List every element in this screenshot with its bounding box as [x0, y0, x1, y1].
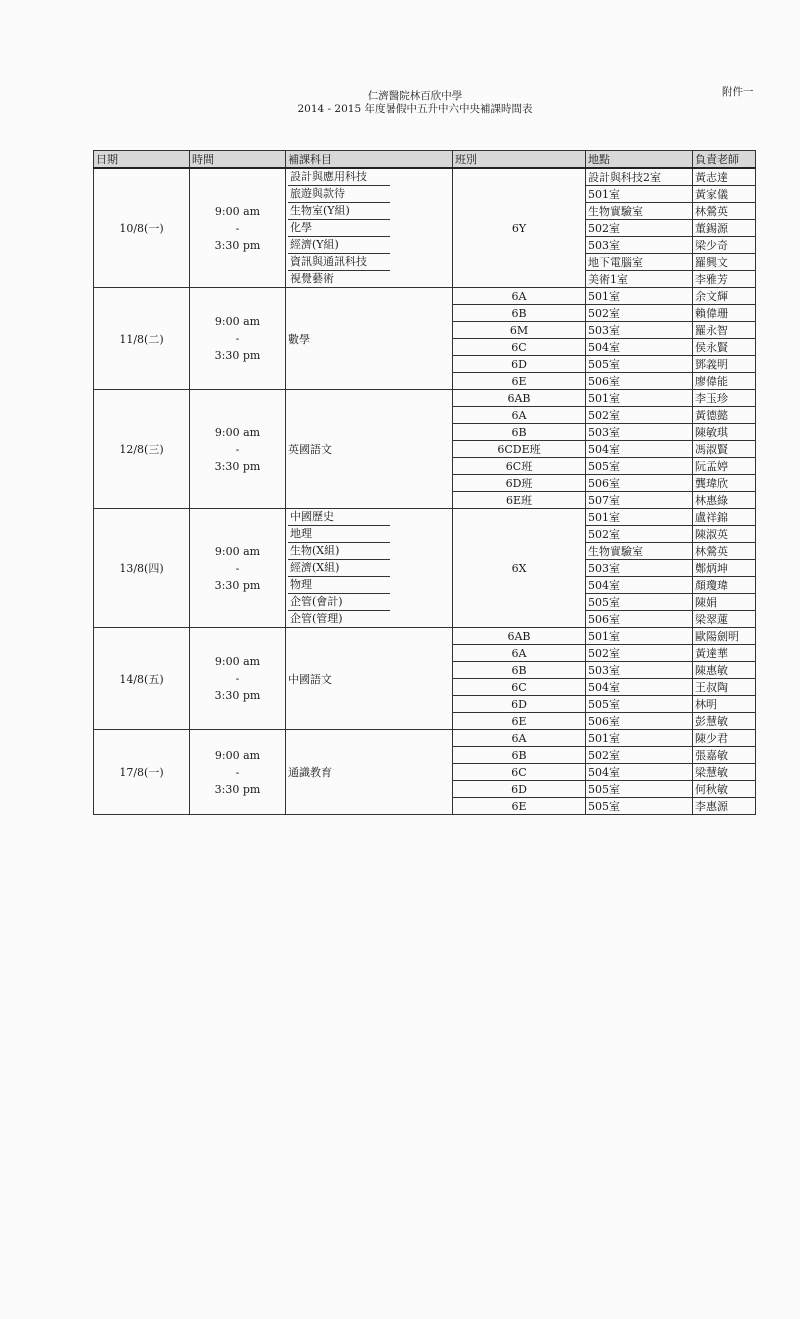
- location-cell: 503室: [586, 424, 693, 441]
- location-cell: 504室: [586, 441, 693, 458]
- location-cell: 503室: [586, 322, 693, 339]
- subject-list-cell: [286, 168, 453, 288]
- location-cell: 502室: [586, 645, 693, 662]
- teacher-cell: 顏瓊瑋: [693, 577, 756, 594]
- time-start: 9:00 am: [214, 204, 261, 218]
- subject-item: 經濟(X組): [288, 560, 390, 577]
- time-cell: [190, 730, 286, 815]
- teacher-cell: 林鶯英: [693, 203, 756, 220]
- location-cell: 501室: [586, 390, 693, 407]
- teacher-cell: 歐陽劍明: [693, 628, 756, 645]
- location-cell: 生物實驗室: [586, 203, 693, 220]
- class-cell: 6M: [453, 322, 586, 339]
- subject-item: 地理: [288, 526, 390, 543]
- class-cell: 6AB: [453, 390, 586, 407]
- location-cell: 502室: [586, 526, 693, 543]
- teacher-cell: 何秋敏: [693, 781, 756, 798]
- column-header-date: 日期: [94, 151, 190, 169]
- class-cell: 6C班: [453, 458, 586, 475]
- teacher-cell: 黃德懿: [693, 407, 756, 424]
- class-cell: 6B: [453, 662, 586, 679]
- class-cell: 6X: [453, 509, 586, 628]
- teacher-cell: 張嘉敏: [693, 747, 756, 764]
- teacher-cell: 羅興文: [693, 254, 756, 271]
- teacher-cell: 董錫源: [693, 220, 756, 237]
- teacher-cell: 林鶯英: [693, 543, 756, 560]
- subject-item: 生物室(Y組): [288, 203, 390, 220]
- time-dash: -: [235, 332, 240, 345]
- location-cell: 501室: [586, 509, 693, 526]
- teacher-cell: 鄭炳坤: [693, 560, 756, 577]
- schedule-table: [93, 150, 756, 815]
- time-end: 3:30 pm: [214, 782, 261, 796]
- table-row: [94, 628, 756, 645]
- time-cell: [190, 288, 286, 390]
- location-cell: 502室: [586, 747, 693, 764]
- location-cell: 505室: [586, 781, 693, 798]
- annex-label: 附件一: [722, 86, 754, 98]
- column-header-class: 班別: [453, 151, 586, 169]
- time-end: 3:30 pm: [214, 238, 261, 252]
- location-cell: 506室: [586, 713, 693, 730]
- class-cell: 6B: [453, 305, 586, 322]
- school-name: 仁濟醫院林百欣中學: [367, 90, 463, 102]
- teacher-cell: 彭慧敏: [693, 713, 756, 730]
- subject-cell: 通識教育: [286, 730, 453, 815]
- teacher-cell: 林明: [693, 696, 756, 713]
- location-cell: 502室: [586, 407, 693, 424]
- location-cell: 506室: [586, 611, 693, 628]
- teacher-cell: 黃志達: [693, 168, 756, 186]
- time-end: 3:30 pm: [214, 459, 261, 473]
- teacher-cell: 梁翠蓮: [693, 611, 756, 628]
- location-cell: 506室: [586, 475, 693, 492]
- subject-list-cell: [286, 509, 453, 628]
- subject-item: 企管(會計): [288, 594, 390, 611]
- class-cell: 6E: [453, 713, 586, 730]
- teacher-cell: 梁慧敏: [693, 764, 756, 781]
- location-cell: 503室: [586, 237, 693, 254]
- teacher-cell: 黃家儀: [693, 186, 756, 203]
- time-cell: [190, 628, 286, 730]
- subject-item: 設計與應用科技: [288, 169, 390, 186]
- class-cell: 6B: [453, 424, 586, 441]
- teacher-cell: 賴偉珊: [693, 305, 756, 322]
- document-title: 2014 - 2015 年度暑假中五升中六中央補課時間表: [297, 103, 533, 115]
- class-cell: 6D班: [453, 475, 586, 492]
- location-cell: 505室: [586, 798, 693, 815]
- class-cell: 6D: [453, 696, 586, 713]
- class-cell: 6A: [453, 407, 586, 424]
- time-dash: -: [235, 765, 240, 779]
- column-header-teacher: 負責老師: [693, 151, 756, 169]
- class-cell: 6CDE班: [453, 441, 586, 458]
- class-cell: 6C: [453, 339, 586, 356]
- location-cell: 503室: [586, 662, 693, 679]
- teacher-cell: 廖偉能: [693, 373, 756, 390]
- location-cell: 505室: [586, 696, 693, 713]
- class-cell: 6D: [453, 781, 586, 798]
- subject-item: 企管(管理): [290, 612, 343, 625]
- class-cell: 6A: [453, 645, 586, 662]
- location-cell: 506室: [586, 373, 693, 390]
- table-row: [94, 730, 756, 747]
- location-cell: 501室: [586, 628, 693, 645]
- teacher-cell: 林惠綠: [693, 492, 756, 509]
- subject-cell: 中國語文: [286, 628, 453, 730]
- teacher-cell: 龔瑋欣: [693, 475, 756, 492]
- location-cell: 504室: [586, 339, 693, 356]
- class-cell: 6E班: [453, 492, 586, 509]
- location-cell: 生物實驗室: [586, 543, 693, 560]
- class-cell: 6A: [453, 288, 586, 305]
- location-cell: 505室: [586, 594, 693, 611]
- location-cell: 504室: [586, 577, 693, 594]
- date-cell: 13/8(四): [94, 509, 190, 628]
- subject-item: 中國歷史: [288, 509, 390, 526]
- class-cell: 6D: [453, 356, 586, 373]
- class-cell: 6C: [453, 679, 586, 696]
- class-cell: 6C: [453, 764, 586, 781]
- class-cell: 6B: [453, 747, 586, 764]
- subject-item: 物理: [288, 577, 390, 594]
- time-cell: [190, 168, 286, 288]
- location-cell: 設計與科技2室: [586, 168, 693, 186]
- date-cell: 12/8(三): [94, 390, 190, 509]
- column-header-location: 地點: [586, 151, 693, 169]
- schedule-body: [94, 168, 756, 815]
- time-dash: -: [235, 561, 240, 575]
- class-cell: 6E: [453, 373, 586, 390]
- subject-item: 化學: [288, 220, 390, 237]
- class-cell: 6Y: [453, 168, 586, 288]
- subject-item: 旅遊與款待: [288, 186, 390, 203]
- teacher-cell: 李惠源: [693, 798, 756, 815]
- time-start: 9:00 am: [214, 315, 261, 328]
- teacher-cell: 陳娟: [693, 594, 756, 611]
- teacher-cell: 李玉珍: [693, 390, 756, 407]
- location-cell: 505室: [586, 458, 693, 475]
- date-cell: 11/8(二): [94, 288, 190, 390]
- teacher-cell: 陳少君: [693, 730, 756, 747]
- table-row: [94, 288, 756, 305]
- time-cell: [190, 390, 286, 509]
- teacher-cell: 陳敏琪: [693, 424, 756, 441]
- subject-cell: 英國語文: [286, 390, 453, 509]
- teacher-cell: 馮淑賢: [693, 441, 756, 458]
- time-start: 9:00 am: [214, 655, 261, 668]
- class-cell: 6A: [453, 730, 586, 747]
- time-start: 9:00 am: [214, 425, 261, 439]
- time-end: 3:30 pm: [214, 349, 261, 362]
- location-cell: 504室: [586, 679, 693, 696]
- location-cell: 501室: [586, 730, 693, 747]
- subject-item: 經濟(Y組): [288, 237, 390, 254]
- subject-item: 資訊與通訊科技: [288, 254, 390, 271]
- time-cell: [190, 509, 286, 628]
- location-cell: 502室: [586, 220, 693, 237]
- teacher-cell: 盧祥錦: [693, 509, 756, 526]
- table-row: [94, 390, 756, 407]
- location-cell: 502室: [586, 305, 693, 322]
- subject-item: 視覺藝術: [290, 272, 334, 285]
- time-start: 9:00 am: [214, 748, 261, 762]
- teacher-cell: 阮孟婷: [693, 458, 756, 475]
- subject-item: 生物(X組): [288, 543, 390, 560]
- table-row: [94, 509, 756, 526]
- teacher-cell: 陳淑英: [693, 526, 756, 543]
- time-end: 3:30 pm: [214, 689, 261, 702]
- location-cell: 503室: [586, 560, 693, 577]
- location-cell: 505室: [586, 356, 693, 373]
- teacher-cell: 鄧義明: [693, 356, 756, 373]
- time-dash: -: [235, 221, 240, 235]
- table-row: [94, 168, 756, 186]
- teacher-cell: 李雅芳: [693, 271, 756, 288]
- location-cell: 501室: [586, 288, 693, 305]
- subject-cell: 數學: [286, 288, 453, 390]
- teacher-cell: 王叔陶: [693, 679, 756, 696]
- teacher-cell: 梁少奇: [693, 237, 756, 254]
- location-cell: 501室: [586, 186, 693, 203]
- header-row: [94, 151, 756, 169]
- location-cell: 504室: [586, 764, 693, 781]
- time-dash: -: [235, 672, 240, 685]
- teacher-cell: 侯永賢: [693, 339, 756, 356]
- date-cell: 17/8(一): [94, 730, 190, 815]
- teacher-cell: 羅永智: [693, 322, 756, 339]
- location-cell: 507室: [586, 492, 693, 509]
- time-dash: -: [235, 442, 240, 456]
- teacher-cell: 余文輝: [693, 288, 756, 305]
- time-start: 9:00 am: [214, 544, 261, 558]
- column-header-time: 時間: [190, 151, 286, 169]
- date-cell: 14/8(五): [94, 628, 190, 730]
- class-cell: 6AB: [453, 628, 586, 645]
- time-end: 3:30 pm: [214, 578, 261, 592]
- class-cell: 6E: [453, 798, 586, 815]
- teacher-cell: 陳惠敏: [693, 662, 756, 679]
- location-cell: 地下電腦室: [586, 254, 693, 271]
- date-cell: 10/8(一): [94, 168, 190, 288]
- column-header-subject: 補課科目: [286, 151, 453, 169]
- teacher-cell: 黃達華: [693, 645, 756, 662]
- location-cell: 美術1室: [586, 271, 693, 288]
